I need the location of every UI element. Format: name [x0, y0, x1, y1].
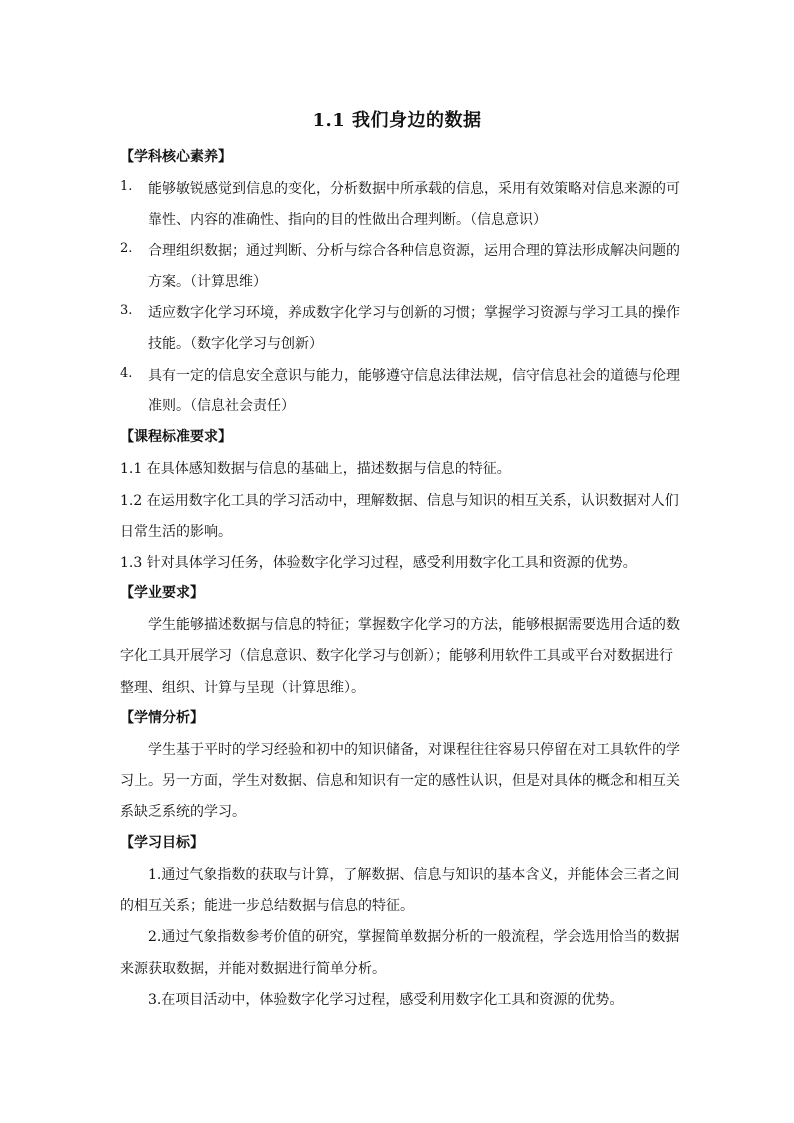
- list-item-line: 方案。（计算思维）: [148, 274, 267, 290]
- list-item-line: 适应数字化学习环境，养成数字化学习与创新的习惯；掌握学习资源与学习工具的操作: [148, 305, 680, 321]
- paragraph-line: 3.在项目活动中，体验数字化学习过程，感受利用数字化工具和资源的优势。: [148, 992, 624, 1008]
- paragraph-line: 日常生活的影响。: [120, 524, 232, 540]
- paragraph-line: 来源获取数据，并能对数据进行简单分析。: [120, 961, 386, 977]
- section-heading-academic: 【学业要求】: [120, 585, 204, 601]
- section-heading-core: 【学科核心素养】: [120, 149, 232, 165]
- list-item-line: 具有一定的信息安全意识与能力，能够遵守信息法律法规，信守信息社会的道德与伦理: [148, 368, 680, 384]
- paragraph-line: 系缺乏系统的学习。: [120, 804, 246, 820]
- paragraph-line: 习上。另一方面，学生对数据、信息和知识有一定的感性认识，但是对具体的概念和相互关: [120, 773, 680, 789]
- page-title: 1.1 我们身边的数据: [312, 110, 482, 131]
- list-item-line: 技能。（数字化学习与创新）: [148, 336, 323, 352]
- paragraph-line: 整理、组织、计算与呈现（计算思维）。: [120, 680, 365, 696]
- paragraph-line: 1.1 在具体感知数据与信息的基础上，描述数据与信息的特征。: [120, 461, 511, 477]
- section-heading-analysis: 【学情分析】: [120, 710, 204, 726]
- list-number: 4.: [120, 366, 133, 381]
- list-item-line: 靠性、内容的准确性、指向的目的性做出合理判断。（信息意识）: [148, 212, 547, 228]
- list-number: 1.: [120, 179, 133, 194]
- paragraph-line: 学生基于平时的学习经验和初中的知识储备，对课程往往容易只停留在对工具软件的学: [148, 742, 680, 758]
- paragraph-line: 学生能够描述数据与信息的特征；掌握数字化学习的方法，能够根据需要选用合适的数: [148, 617, 680, 633]
- list-number: 3.: [120, 303, 133, 318]
- list-item-line: 准则。（信息社会责任）: [148, 398, 295, 414]
- paragraph-line: 1.2 在运用数字化工具的学习活动中，理解数据、信息与知识的相互关系，认识数据对人们: [120, 493, 679, 509]
- paragraph-line: 1.通过气象指数的获取与计算，了解数据、信息与知识的基本含义，并能体会三者之间: [148, 867, 680, 883]
- paragraph-line: 的相互关系；能进一步总结数据与信息的特征。: [120, 898, 414, 914]
- list-number: 2.: [120, 241, 133, 256]
- section-heading-standard: 【课程标准要求】: [120, 429, 232, 445]
- list-item-line: 能够敏锐感觉到信息的变化，分析数据中所承载的信息，采用有效策略对信息来源的可: [148, 181, 680, 197]
- section-heading-goals: 【学习目标】: [120, 835, 204, 851]
- list-item-line: 合理组织数据；通过判断、分析与综合各种信息资源，运用合理的算法形成解决问题的: [148, 243, 680, 259]
- paragraph-line: 1.3 针对具体学习任务，体验数字化学习过程，感受利用数字化工具和资源的优势。: [120, 555, 637, 571]
- paragraph-line: 2.通过气象指数参考价值的研究，掌握简单数据分析的一般流程，学会选用恰当的数据: [148, 929, 680, 945]
- paragraph-line: 字化工具开展学习（信息意识、数字化学习与创新）；能够利用软件工具或平台对数据进行: [120, 648, 673, 664]
